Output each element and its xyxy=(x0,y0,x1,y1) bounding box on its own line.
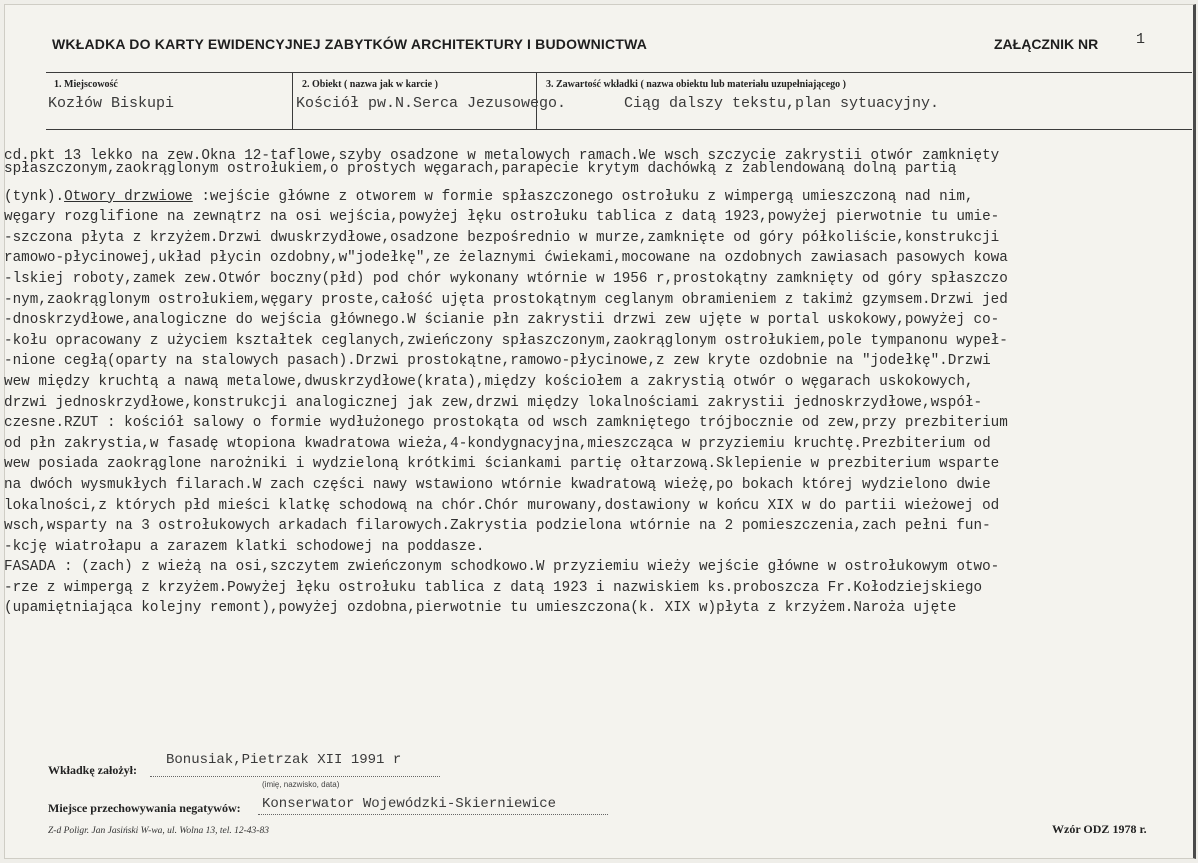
field-locality xyxy=(46,73,293,129)
text-line: -lskiej roboty,zamek zew.Otwór boczny(płd) pod chór wykonany wtórnie w 1956 r,prostokątny zamknięty od góry spłaszczo xyxy=(4,270,1008,287)
printer-imprint: Z-d Poligr. Jan Jasiński W-wa, ul. Wolna 13, tel. 12-43-83 xyxy=(48,826,269,836)
text-line xyxy=(4,619,1196,640)
text-line: -szczona płyta z krzyżem.Drzwi dwuskrzydłowe,osadzone bezpośrednio w murze,zamknięte od góry półkoliście,konstrukcji xyxy=(4,229,1000,246)
field-contents xyxy=(538,73,1188,129)
text-line: cd.pkt 13 lekko na zew.Okna 12-taflowe,szyby osadzone w metalowych ramach.We wsch szczycie zakrystii otwór zamknięty xyxy=(4,148,1000,164)
header-fields xyxy=(46,72,1192,130)
locality-value: Kozłów Biskupi xyxy=(48,95,175,112)
text-line: -nym,zaokrąglonym ostrołukiem,węgary proste,całość ujęta prostokątnym ceglanym obramieniem z takimż gzymsem.Drzwi jed xyxy=(4,291,1008,308)
founder-dotted-line xyxy=(150,776,440,777)
text-line: FASADA : (zach) z wieżą na osi,szczytem zwieńczonym schodkowo.W przyziemiu wieży wejście główne w ostrołukowym otwo- xyxy=(4,559,1000,576)
text-line: spłaszczonym,zaokrąglonym ostrołukiem,o prostych węgarach,parapecie krytym dachówką z zablendowaną dolną partią xyxy=(4,160,957,177)
contents-value: Ciąg dalszy tekstu,plan sytuacyjny. xyxy=(624,95,940,112)
text-line: ramowo-płycinowej,układ płycin ozdobny,w"jodełkę",ze żelaznymi ćwiekami,mocowane na ozdobnych zawiasach pasowych kowa xyxy=(4,250,1008,267)
field-object xyxy=(294,73,567,129)
annex-number: 1 xyxy=(1136,31,1146,48)
text-line: -kcję wiatrołapu a zarazem klatki schodowej na poddasze. xyxy=(4,538,485,555)
text-line: od płn zakrystia,w fasadę wtopiona kwadratowa wieża,4-kondygnacyjna,mieszcząca w przyziemiu kruchtę.Prezbiterium od xyxy=(4,435,991,452)
text-line: -kołu opracowany z użyciem kształtek ceglanych,zwieńczony spłaszczonym,zaokrąglonym ostrołukiem,pole tympanonu wypeł- xyxy=(4,332,1008,349)
text-line xyxy=(4,187,1196,208)
text-line: drzwi jednoskrzydłowe,konstrukcji analogicznej jak zew,drzwi między lokalnościami zakrystii jednoskrzydłowe,współ- xyxy=(4,394,983,411)
object-label: 2. Obiekt ( nazwa jak w karcie ) xyxy=(302,79,438,90)
text-line: na dwóch wysmukłych filarach.W zach części nawy wstawiono wtórnie kwadratową wieżę,po bokach której wydzielono dwie xyxy=(4,476,991,493)
text-segment: :wejście główne z otworem w formie spłaszczonego ostrołuku z wimpergą umieszczoną nad nim, xyxy=(192,188,974,205)
doors-heading: Otwory drzwiowe xyxy=(64,188,193,205)
text-line: wew między kruchtą a nawą metalowe,dwuskrzydłowe(krata),między kościołem a zakrystią otwór o węgarach uskokowych, xyxy=(4,373,974,390)
text-segment: (tynk). xyxy=(4,188,65,205)
annex-label: ZAŁĄCZNIK NR xyxy=(994,36,1099,52)
negatives-value: Konserwator Wojewódzki-Skierniewice xyxy=(262,796,557,812)
founder-value: Bonusiak,Pietrzak XII 1991 r xyxy=(166,752,402,768)
text-line: wsch,wsparty na 3 ostrołukowych arkadach filarowych.Zakrystia podzielona wtórnie na 2 pomieszczenia,zach pełni fun- xyxy=(4,518,991,535)
founder-label: Wkładkę założył: xyxy=(48,763,137,777)
continuation-text xyxy=(4,146,1196,640)
negatives-dotted-line xyxy=(258,814,608,815)
text-line: -nione cegłą(oparty na stalowych pasach).Drzwi prostokątne,ramowo-płycinowe,z zew kryte ozdobnie na "jodełkę".Drzwi xyxy=(4,353,991,370)
text-line: wew posiada zaokrąglone narożniki i wydzieloną krótkimi ściankami partię ołtarzową.Sklepienie w prezbiterium wsparte xyxy=(4,456,1000,473)
form-code: Wzór ODZ 1978 r. xyxy=(1052,822,1147,836)
founder-hint: (imię, nazwisko, data) xyxy=(262,780,340,789)
text-line: czesne.RZUT : kościół salowy o formie wydłużonego prostokąta od wsch zamkniętego trójbocznie od zew,przy prezbiterium xyxy=(4,415,1008,432)
text-line: -rze z wimpergą z krzyżem.Powyżej łęku ostrołuku tablica z datą 1923 i nazwiskiem ks.proboszcza Fr.Kołodziejskiego xyxy=(4,579,983,596)
negatives-label: Miejsce przechowywania negatywów: xyxy=(48,801,241,815)
text-line: (upamiętniająca kolejny remont),powyżej ozdobna,pierwotnie tu umieszczona(k. XIX w)płyta z krzyżem.Naroża ujęte xyxy=(4,600,957,617)
form-title: WKŁADKA DO KARTY EWIDENCYJNEJ ZABYTKÓW ARCHITEKTURY I BUDOWNICTWA xyxy=(52,36,648,52)
locality-label: 1. Miejscowość xyxy=(54,79,118,90)
text-line: lokalności,z których płd mieści klatkę schodową na chór.Chór murowany,dostawiony w końcu XIX w do partii wieżowej od xyxy=(4,497,1000,514)
text-line: -dnoskrzydłowe,analogiczne do wejścia głównego.W ścianie płn zakrystii drzwi zew ujęte w portal uskokowy,powyżej co- xyxy=(4,312,1000,329)
contents-label: 3. Zawartość wkładki ( nazwa obiektu lub materiału uzupełniającego ) xyxy=(546,79,847,90)
object-value: Kościół pw.N.Serca Jezusowego. xyxy=(296,95,567,112)
text-line: węgary rozglifione na zewnątrz na osi wejścia,powyżej łęku ostrołuku tablica z datą 1923,powyżej pierwotnie tu umie- xyxy=(4,209,1000,226)
